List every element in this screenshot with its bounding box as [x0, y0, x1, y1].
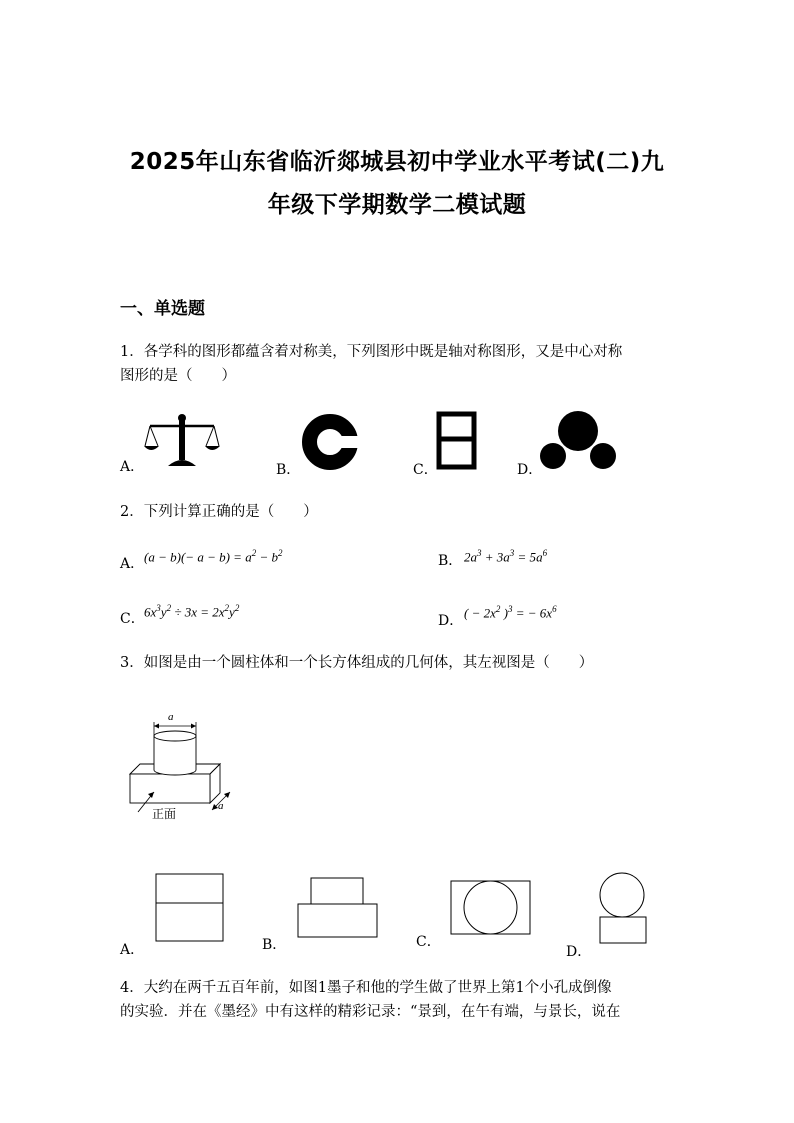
q3-option-d-label: D． — [566, 944, 592, 960]
q2-option-c-label: C． — [120, 611, 145, 627]
scale-icon — [144, 410, 220, 470]
option-a-view-figure — [155, 873, 225, 943]
option-c-view-figure — [450, 880, 532, 936]
q2-option-b-label: B． — [438, 553, 463, 569]
q4-stem-line1: 4．大约在两千五百年前，如图1墨子和他的学生做了世界上第1个小孔成倒像 — [120, 980, 612, 996]
option-d-view-figure — [598, 872, 650, 946]
q1-option-d-label: D． — [517, 462, 543, 478]
q1-option-a-label: A． — [120, 459, 145, 475]
question-4 — [120, 976, 680, 1024]
option-b-view-figure — [297, 877, 379, 939]
q2-option-c-formula: $6x^3y^2 \div 3x = 2x^2y^2$ — [144, 603, 240, 620]
q2-option-a-formula: $(a - b)(- a - b) = a^2 - b^2$ — [144, 548, 283, 565]
q1-option-c-label: C． — [413, 462, 438, 478]
q2-option-d-formula: ( − $2x^2$ )$^3$ = − $6x^6$ — [464, 604, 557, 621]
window-frame-icon — [436, 411, 478, 471]
q3-option-a-label: A． — [120, 942, 145, 958]
section-heading: 一、单选题 — [120, 299, 205, 319]
front-label: 正面 — [152, 807, 177, 821]
q2-option-b-formula: $2a^3 + 3a^3 = 5a^6$ — [464, 548, 548, 565]
cylinder-box-solid-figure — [126, 712, 246, 824]
question-2-stem: 2．下列计算正确的是（ ） — [120, 504, 318, 520]
q3-option-c-label: C． — [416, 934, 441, 950]
question-1 — [120, 340, 680, 388]
dim-a-top: a — [168, 711, 174, 723]
q2-option-d-label: D． — [438, 613, 464, 629]
page-title-line2: 年级下学期数学二模试题 — [267, 192, 527, 218]
dim-a-side: a — [218, 800, 224, 812]
question-3-stem: 3．如图是由一个圆柱体和一个长方体组成的几何体，其左视图是（ ） — [120, 655, 594, 671]
q2-option-a-label: A． — [120, 556, 145, 572]
q3-option-b-label: B． — [262, 937, 287, 953]
c-ring-icon — [300, 412, 364, 472]
q1-stem-line2: 图形的是（ ） — [120, 368, 236, 384]
q1-stem-line1: 1．各学科的图形都蕴含着对称美，下列图形中既是轴对称图形，又是中心对称 — [120, 344, 623, 360]
q1-option-b-label: B． — [276, 462, 301, 478]
q4-stem-line2: 的实验．并在《墨经》中有这样的精彩记录：“景到，在午有端，与景长，说在 — [120, 1004, 621, 1020]
three-circles-icon — [538, 410, 618, 470]
page-title-line1: 2025年山东省临沂郯城县初中学业水平考试(二)九 — [129, 149, 665, 175]
